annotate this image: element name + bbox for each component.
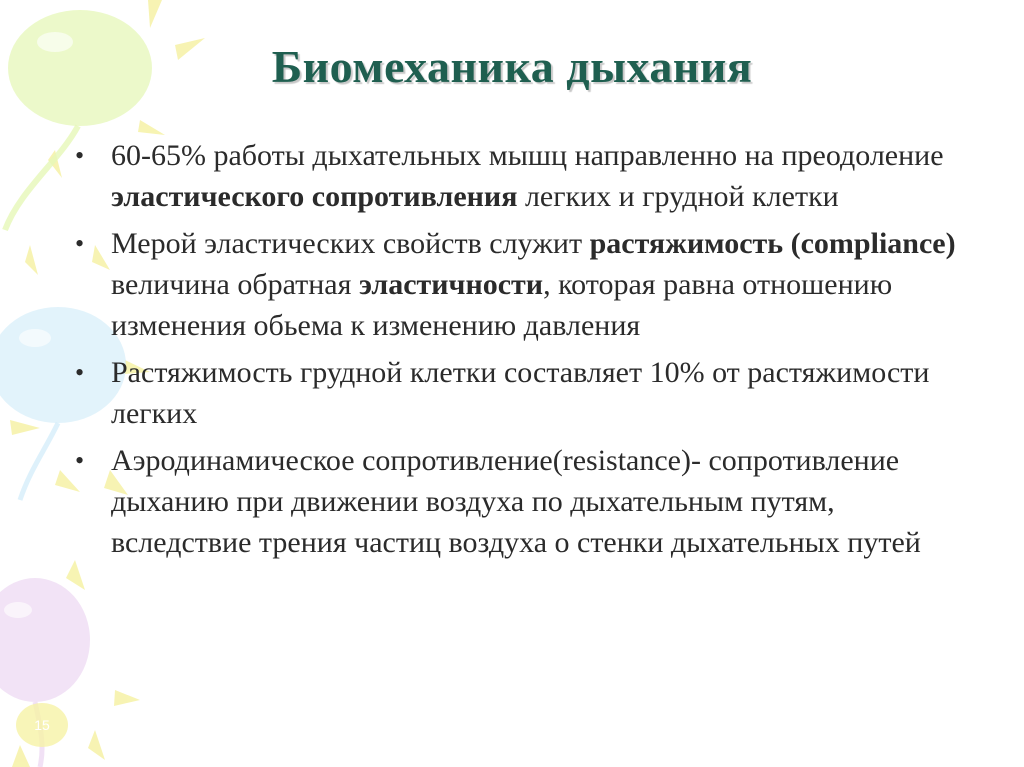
slide-title: Биомеханика дыхания [271, 41, 753, 92]
page-number: 15 [34, 717, 50, 733]
bullet-text: Аэродинамическое сопротивление(resistance)- сопротивление дыханию при движении воздуха по дыхательным путям, вследствие трения частиц воздуха о стенки дыхательных путей [111, 444, 921, 559]
bullet-list [75, 135, 975, 569]
bullet-item [75, 352, 975, 434]
bullet-item [75, 223, 975, 346]
bullet-text: 60-65% работы дыхательных мышц направленно на преодоление эластического сопротивления легких и грудной клетки [111, 139, 944, 213]
bullet-dot-icon: • [75, 141, 85, 170]
bullet-dot-icon: • [75, 358, 85, 387]
bullet-dot-icon: • [75, 229, 85, 258]
bullet-text: Мерой эластических свойств служит растяжимость (compliance) величина обратная эластичности, которая равна отношению изменения обьема к изменению давления [111, 227, 956, 342]
bullet-item [75, 135, 975, 217]
bullet-text: Растяжимость грудной клетки составляет 10% от растяжимости легких [111, 356, 930, 430]
bullet-dot-icon: • [75, 446, 85, 475]
bullet-item [75, 440, 975, 563]
